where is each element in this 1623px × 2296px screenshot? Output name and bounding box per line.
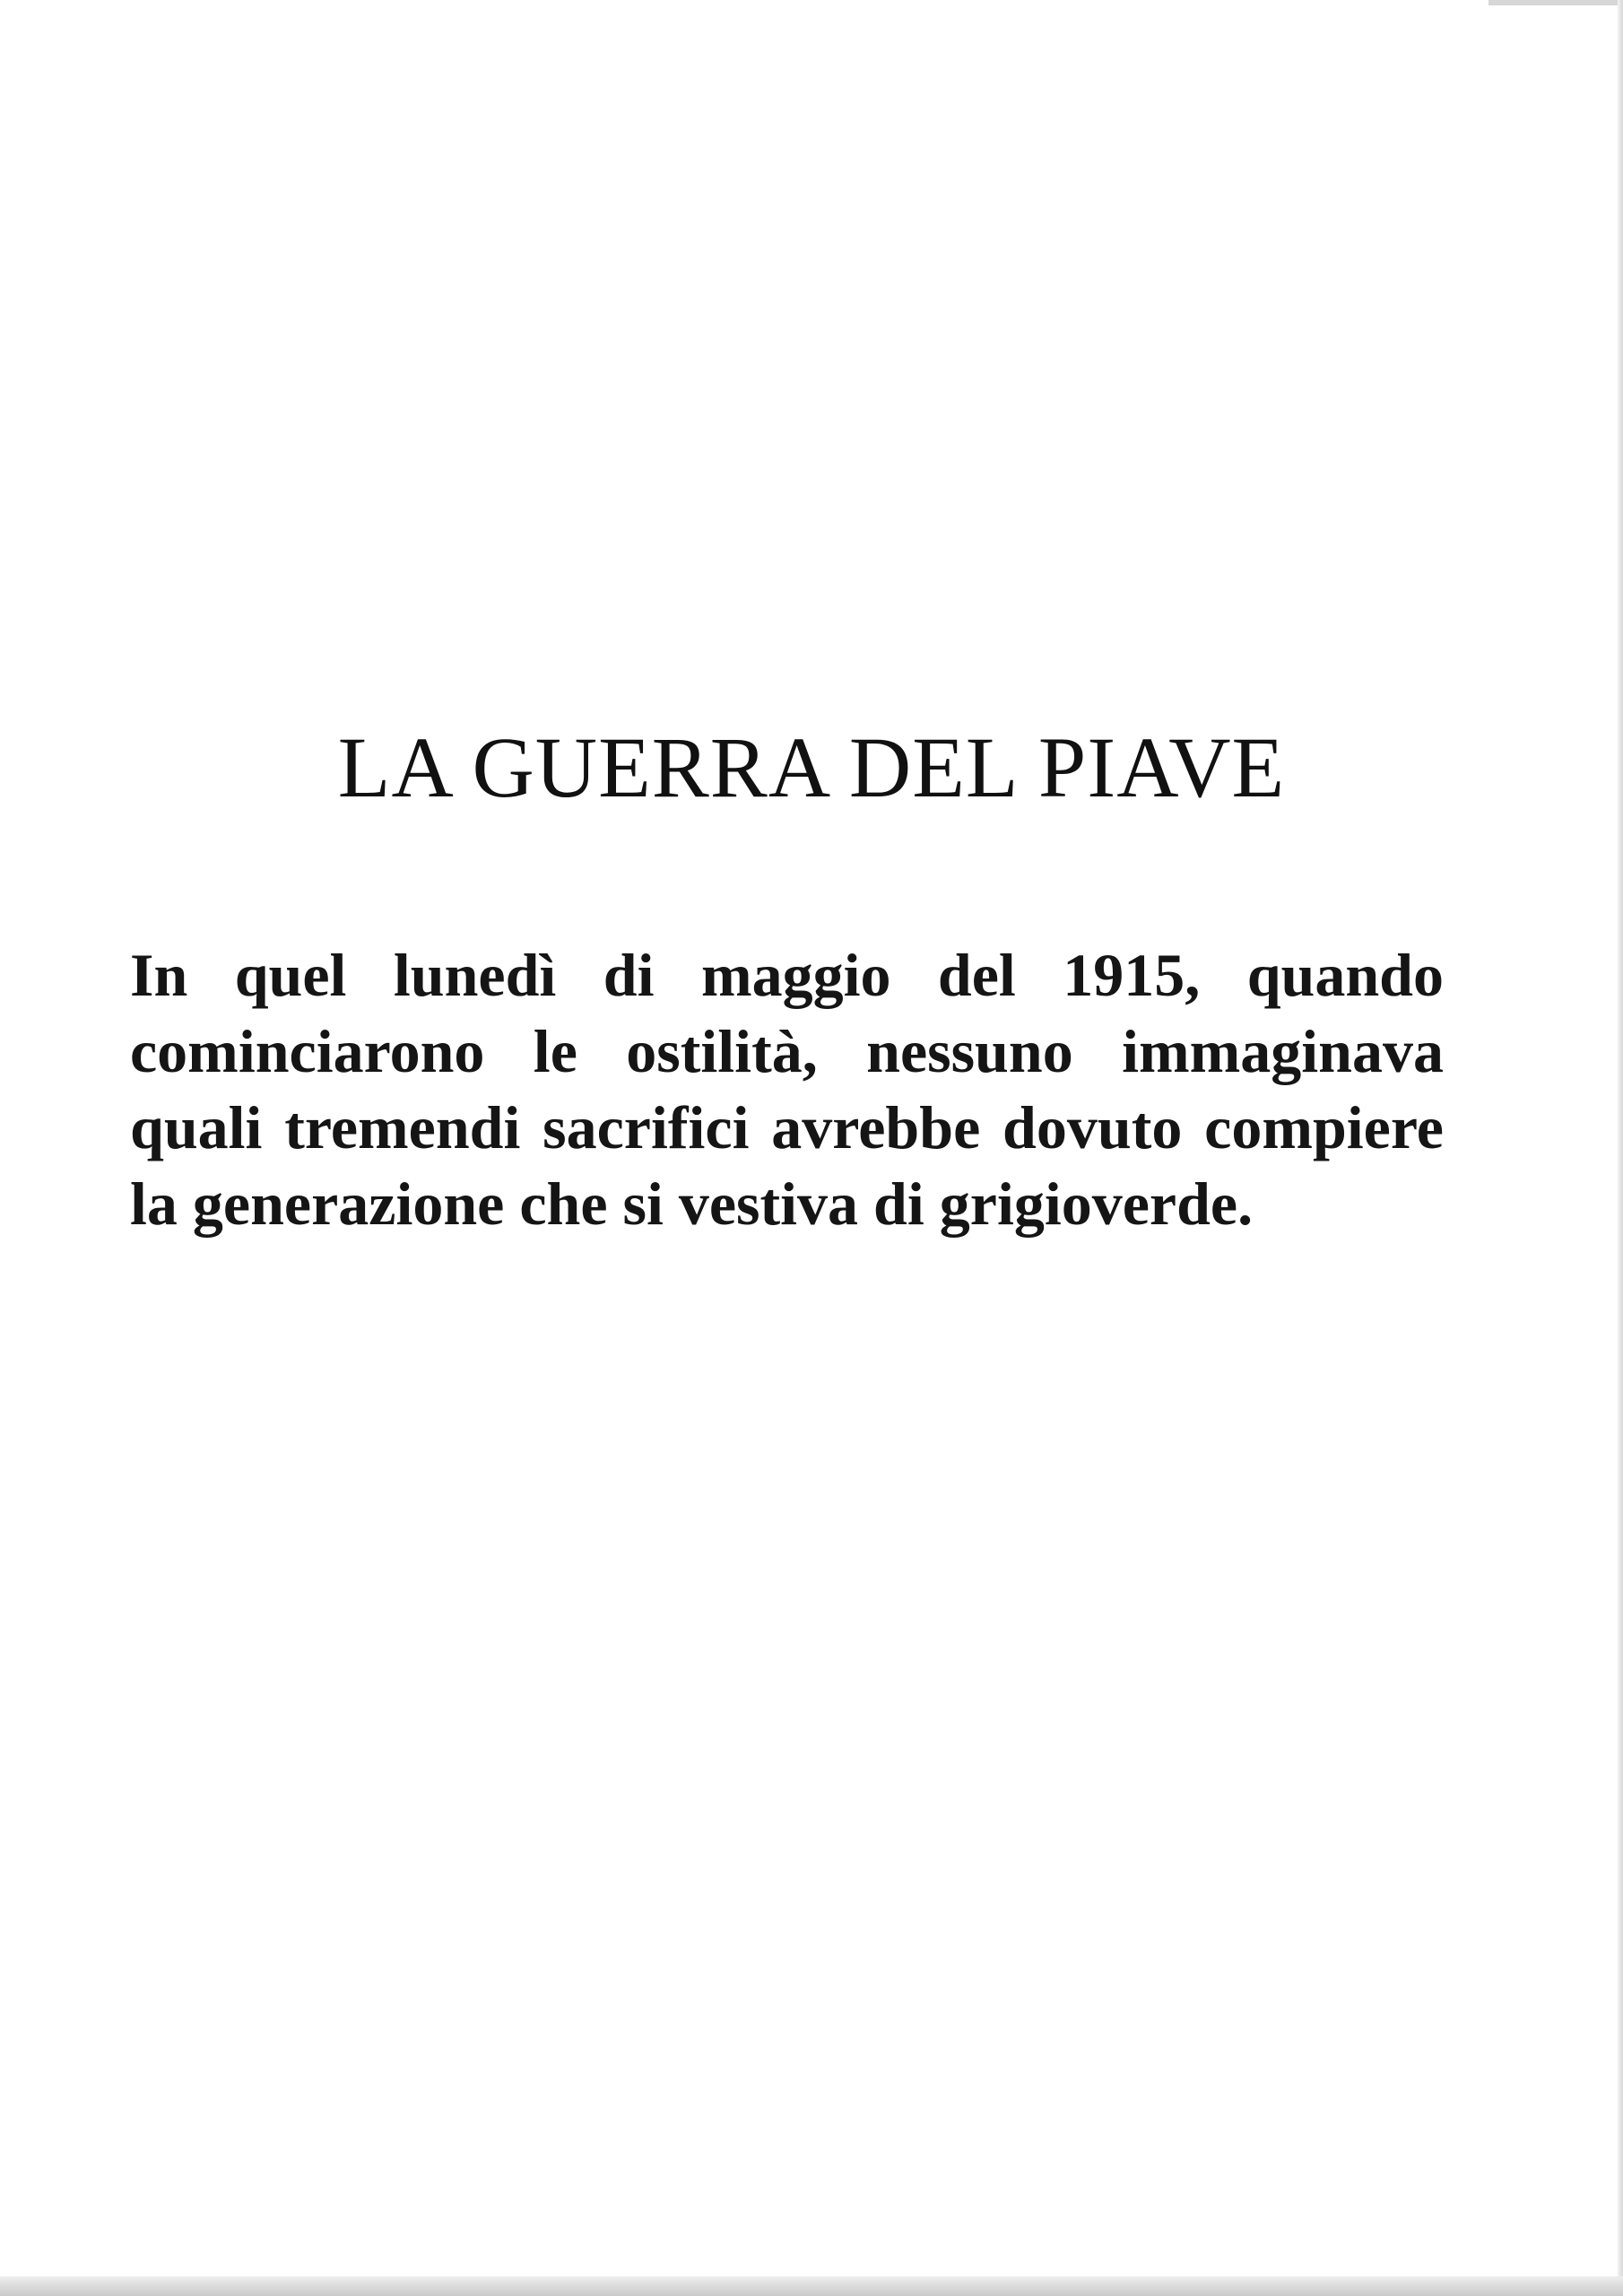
scan-edge-bottom (0, 2276, 1623, 2296)
page-title: LA GUERRA DEL PIAVE (337, 719, 1286, 815)
scan-edge-right (1618, 0, 1623, 2296)
body-paragraph: In quel lunedì di maggio del 1915, quando cominciarono le ostilità, nessuno immaginava quali tremendi sacrifici avrebbe dovuto compiere la generazione che si vestiva di grigioverde. (130, 941, 1444, 1238)
scan-edge-top (1488, 0, 1623, 5)
